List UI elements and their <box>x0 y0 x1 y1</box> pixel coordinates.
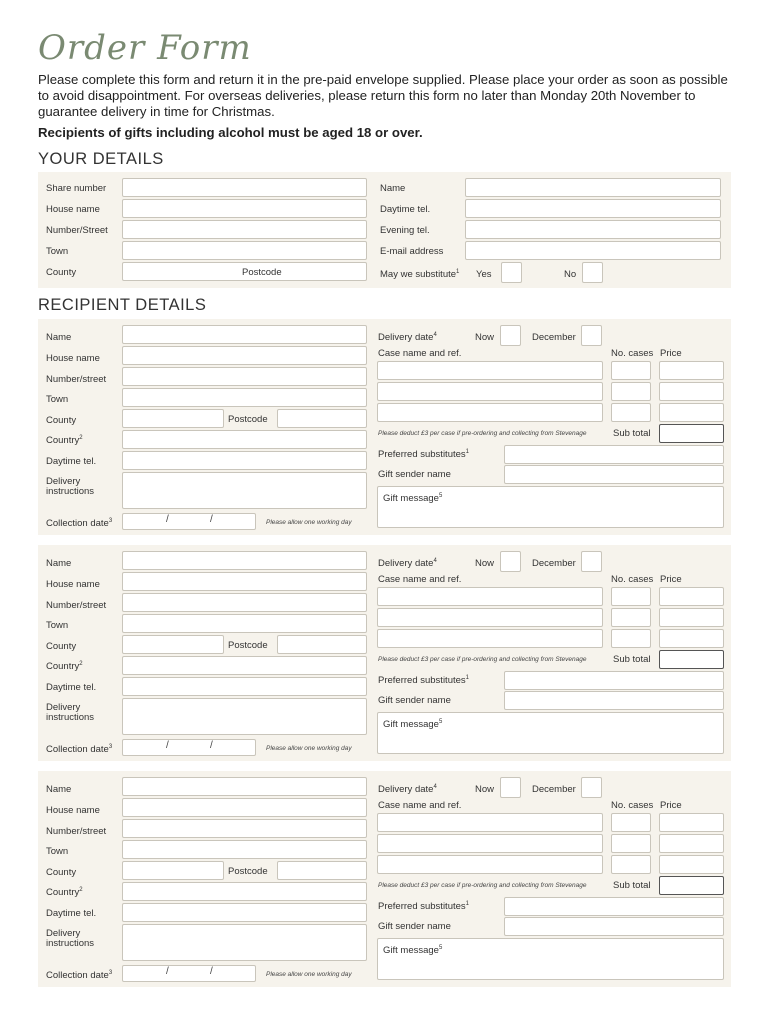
delivery-instructions-label-2: instructions <box>46 712 95 723</box>
recipient-postcode-input[interactable] <box>277 409 367 428</box>
recipient-house-name-input[interactable] <box>122 346 367 365</box>
case-name-input-3[interactable] <box>377 403 603 422</box>
evening-tel-input[interactable] <box>465 220 721 239</box>
gift-sender-label: Gift sender name <box>378 469 451 480</box>
age-warning: Recipients of gifts including alcohol must be aged 18 or over. <box>38 125 423 140</box>
delivery-instructions-input[interactable] <box>122 924 367 961</box>
recipient-number-street-label: Number/street <box>46 826 107 837</box>
price-input-3[interactable] <box>659 629 724 648</box>
recipient-panel-3 <box>38 771 731 987</box>
gift-message-label: Gift message$^5$ <box>383 493 443 505</box>
delivery-instructions-input[interactable] <box>122 472 367 509</box>
deduct-note: Please deduct £3 per case if pre-ordering and collecting from Stevenage <box>378 882 587 889</box>
preferred-substitutes-input[interactable] <box>504 671 724 690</box>
email-label: E-mail address <box>380 246 444 257</box>
now-label: Now <box>475 784 495 795</box>
case-name-label: Case name and ref. <box>378 574 462 585</box>
recipient-town-input[interactable] <box>122 388 367 407</box>
sub-total-label: Sub total <box>613 654 651 665</box>
recipient-daytime-tel-input[interactable] <box>122 903 367 922</box>
recipient-name-input[interactable] <box>122 777 367 796</box>
recipient-county-label: County <box>46 867 77 878</box>
gift-sender-label: Gift sender name <box>378 695 451 706</box>
delivery-instructions-label-2: instructions <box>46 938 95 949</box>
date-slash-1: / <box>166 740 169 751</box>
case-name-input-2[interactable] <box>377 382 603 401</box>
share-number-input[interactable] <box>122 178 367 197</box>
no-cases-label: No. cases <box>611 348 654 359</box>
no-cases-input-2[interactable] <box>611 608 651 627</box>
recipient-county-input[interactable] <box>122 861 224 880</box>
town-input[interactable] <box>122 241 367 260</box>
email-input[interactable] <box>465 241 721 260</box>
price-input-2[interactable] <box>659 608 724 627</box>
delivery-instructions-label-1: Delivery <box>46 476 81 487</box>
case-name-input-1[interactable] <box>377 361 603 380</box>
collection-date-input[interactable] <box>122 739 256 756</box>
recipient-county-input[interactable] <box>122 635 224 654</box>
case-name-input-2[interactable] <box>377 834 603 853</box>
sub-total-input[interactable] <box>659 876 724 895</box>
collection-date-label: Collection date$^3$ <box>46 518 113 530</box>
collection-date-input[interactable] <box>122 513 256 530</box>
preferred-substitutes-label: Preferred substitutes$^1$ <box>378 901 469 913</box>
your-details-heading: YOUR DETAILS <box>38 150 164 168</box>
recipient-number-street-input[interactable] <box>122 819 367 838</box>
price-input-3[interactable] <box>659 403 724 422</box>
no-cases-input-1[interactable] <box>611 813 651 832</box>
collection-date-input[interactable] <box>122 965 256 982</box>
recipient-county-input[interactable] <box>122 409 224 428</box>
gift-message-label: Gift message$^5$ <box>383 945 443 957</box>
december-label: December <box>532 332 576 343</box>
delivery-december-checkbox[interactable] <box>581 325 602 346</box>
delivery-december-checkbox[interactable] <box>581 551 602 572</box>
date-slash-2: / <box>210 514 213 525</box>
delivery-now-checkbox[interactable] <box>500 551 521 572</box>
postcode-label: Postcode <box>242 267 282 278</box>
recipient-postcode-label: Postcode <box>228 640 268 651</box>
case-name-input-1[interactable] <box>377 813 603 832</box>
yes-label: Yes <box>476 269 492 280</box>
house-name-input[interactable] <box>122 199 367 218</box>
no-cases-label: No. cases <box>611 574 654 585</box>
recipient-country-input[interactable] <box>122 430 367 449</box>
recipient-town-input[interactable] <box>122 840 367 859</box>
no-cases-input-3[interactable] <box>611 403 651 422</box>
deduct-note: Please deduct £3 per case if pre-ordering and collecting from Stevenage <box>378 656 587 663</box>
no-cases-input-2[interactable] <box>611 382 651 401</box>
recipient-number-street-input[interactable] <box>122 367 367 386</box>
recipient-panel-2 <box>38 545 731 761</box>
recipient-country-label: Country$^2$ <box>46 435 83 447</box>
recipient-daytime-tel-label: Daytime tel. <box>46 456 97 467</box>
gift-message-label: Gift message$^5$ <box>383 719 443 731</box>
recipient-details-heading: RECIPIENT DETAILS <box>38 296 207 314</box>
preferred-substitutes-input[interactable] <box>504 897 724 916</box>
substitute-no-checkbox[interactable] <box>582 262 603 283</box>
delivery-december-checkbox[interactable] <box>581 777 602 798</box>
no-label: No <box>564 269 577 280</box>
recipient-panel-1 <box>38 319 731 535</box>
case-name-input-1[interactable] <box>377 587 603 606</box>
working-day-note: Please allow one working day <box>266 519 352 526</box>
sub-total-input[interactable] <box>659 424 724 443</box>
town-label: Town <box>46 246 69 257</box>
daytime-tel-label: Daytime tel. <box>380 204 431 215</box>
recipient-daytime-tel-label: Daytime tel. <box>46 682 97 693</box>
deduct-note: Please deduct £3 per case if pre-ordering and collecting from Stevenage <box>378 430 587 437</box>
now-label: Now <box>475 558 495 569</box>
price-input-2[interactable] <box>659 382 724 401</box>
delivery-date-label: Delivery date$^4$ <box>378 332 437 344</box>
page-title: Order Form <box>38 28 252 68</box>
delivery-instructions-input[interactable] <box>122 698 367 735</box>
price-input-1[interactable] <box>659 813 724 832</box>
date-slash-1: / <box>166 514 169 525</box>
delivery-date-label: Delivery date$^4$ <box>378 558 437 570</box>
recipient-house-name-label: House name <box>46 579 100 590</box>
case-name-label: Case name and ref. <box>378 800 462 811</box>
date-slash-2: / <box>210 966 213 977</box>
recipient-daytime-tel-input[interactable] <box>122 451 367 470</box>
sub-total-label: Sub total <box>613 428 651 439</box>
intro-text: Please complete this form and return it in the pre-paid envelope supplied. Please place your order as soon as possible to avoid disappointment. For overseas deliveries, please return this form no later than Monday 20th November to guarantee delivery in time for Christmas. <box>38 72 728 119</box>
date-slash-2: / <box>210 740 213 751</box>
substitute-label: May we substitute$^1$ <box>380 269 460 281</box>
gift-sender-input[interactable] <box>504 465 724 484</box>
delivery-instructions-label-1: Delivery <box>46 702 81 713</box>
delivery-now-checkbox[interactable] <box>500 325 521 346</box>
recipient-name-label: Name <box>46 784 72 795</box>
delivery-date-label: Delivery date$^4$ <box>378 784 437 796</box>
county-label: County <box>46 267 77 278</box>
recipient-number-street-label: Number/street <box>46 374 107 385</box>
recipient-name-label: Name <box>46 332 72 343</box>
price-input-2[interactable] <box>659 834 724 853</box>
december-label: December <box>532 558 576 569</box>
recipient-county-label: County <box>46 641 77 652</box>
gift-sender-label: Gift sender name <box>378 921 451 932</box>
delivery-now-checkbox[interactable] <box>500 777 521 798</box>
recipient-town-label: Town <box>46 620 69 631</box>
evening-tel-label: Evening tel. <box>380 225 430 236</box>
number-street-label: Number/Street <box>46 225 108 236</box>
price-label: Price <box>660 348 682 359</box>
recipient-country-label: Country$^2$ <box>46 661 83 673</box>
price-label: Price <box>660 574 682 585</box>
preferred-substitutes-label: Preferred substitutes$^1$ <box>378 675 469 687</box>
recipient-number-street-label: Number/street <box>46 600 107 611</box>
collection-date-label: Collection date$^3$ <box>46 970 113 982</box>
name-input[interactable] <box>465 178 721 197</box>
substitute-yes-checkbox[interactable] <box>501 262 522 283</box>
delivery-instructions-label-2: instructions <box>46 486 95 497</box>
no-cases-input-3[interactable] <box>611 855 651 874</box>
share-number-label: Share number <box>46 183 107 194</box>
no-cases-label: No. cases <box>611 800 654 811</box>
recipient-county-label: County <box>46 415 77 426</box>
price-input-1[interactable] <box>659 361 724 380</box>
name-label: Name <box>380 183 406 194</box>
working-day-note: Please allow one working day <box>266 745 352 752</box>
sub-total-input[interactable] <box>659 650 724 669</box>
no-cases-input-2[interactable] <box>611 834 651 853</box>
recipient-postcode-label: Postcode <box>228 414 268 425</box>
preferred-substitutes-label: Preferred substitutes$^1$ <box>378 449 469 461</box>
recipient-house-name-input[interactable] <box>122 798 367 817</box>
no-cases-input-3[interactable] <box>611 629 651 648</box>
recipient-town-label: Town <box>46 394 69 405</box>
recipient-postcode-label: Postcode <box>228 866 268 877</box>
recipient-town-label: Town <box>46 846 69 857</box>
recipient-daytime-tel-label: Daytime tel. <box>46 908 97 919</box>
date-slash-1: / <box>166 966 169 977</box>
gift-sender-input[interactable] <box>504 691 724 710</box>
recipient-postcode-input[interactable] <box>277 635 367 654</box>
december-label: December <box>532 784 576 795</box>
price-label: Price <box>660 800 682 811</box>
number-street-input[interactable] <box>122 220 367 239</box>
recipient-postcode-input[interactable] <box>277 861 367 880</box>
now-label: Now <box>475 332 495 343</box>
your-details-panel <box>38 172 731 288</box>
recipient-country-label: Country$^2$ <box>46 887 83 899</box>
case-name-input-3[interactable] <box>377 629 603 648</box>
case-name-input-2[interactable] <box>377 608 603 627</box>
case-name-input-3[interactable] <box>377 855 603 874</box>
no-cases-input-1[interactable] <box>611 587 651 606</box>
recipient-country-input[interactable] <box>122 882 367 901</box>
working-day-note: Please allow one working day <box>266 971 352 978</box>
delivery-instructions-label-1: Delivery <box>46 928 81 939</box>
price-input-3[interactable] <box>659 855 724 874</box>
gift-sender-input[interactable] <box>504 917 724 936</box>
preferred-substitutes-input[interactable] <box>504 445 724 464</box>
case-name-label: Case name and ref. <box>378 348 462 359</box>
recipient-daytime-tel-input[interactable] <box>122 677 367 696</box>
recipient-name-input[interactable] <box>122 325 367 344</box>
no-cases-input-1[interactable] <box>611 361 651 380</box>
collection-date-label: Collection date$^3$ <box>46 744 113 756</box>
recipient-house-name-input[interactable] <box>122 572 367 591</box>
recipient-country-input[interactable] <box>122 656 367 675</box>
recipient-house-name-label: House name <box>46 805 100 816</box>
recipient-name-label: Name <box>46 558 72 569</box>
recipient-name-input[interactable] <box>122 551 367 570</box>
recipient-house-name-label: House name <box>46 353 100 364</box>
price-input-1[interactable] <box>659 587 724 606</box>
recipient-number-street-input[interactable] <box>122 593 367 612</box>
sub-total-label: Sub total <box>613 880 651 891</box>
house-name-label: House name <box>46 204 100 215</box>
daytime-tel-input[interactable] <box>465 199 721 218</box>
recipient-town-input[interactable] <box>122 614 367 633</box>
